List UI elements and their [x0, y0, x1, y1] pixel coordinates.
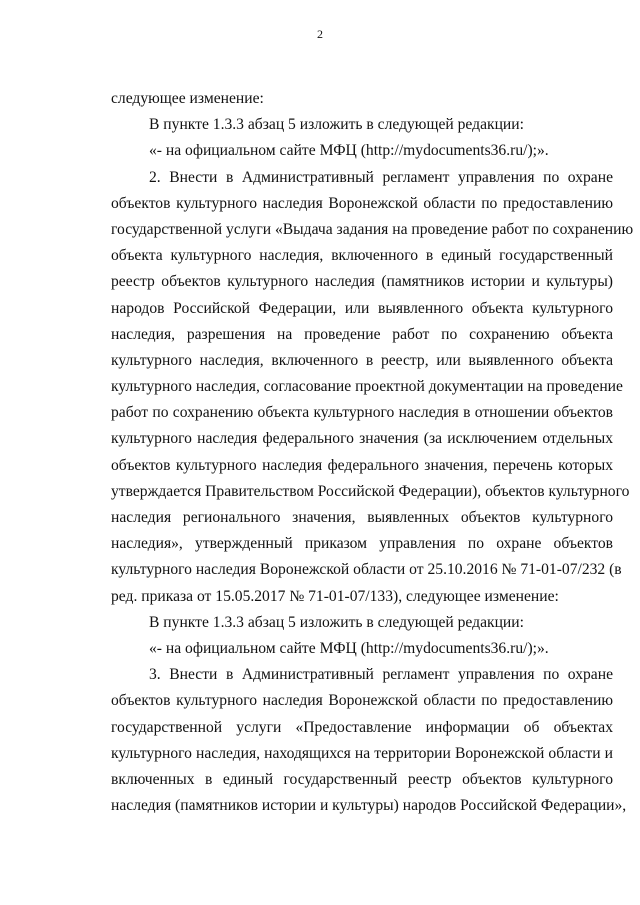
text-line: государственной услуги «Выдача задания на проведение работ по сохранению	[111, 220, 634, 238]
page-number: 2	[317, 27, 323, 41]
text-line: наследия (памятников истории и культуры) народов Российской Федерации»,	[111, 797, 627, 815]
text-line: реестр объектов культурного наследия (памятников истории и культуры)	[111, 273, 613, 291]
text-line: культурного наследия федерального значения (за исключением отдельных	[111, 430, 613, 448]
text-line: утверждается Правительством Российской Федерации), объектов культурного	[111, 482, 630, 500]
text-line: ред. приказа от 15.05.2017 № 71-01-07/133), следующее изменение:	[111, 587, 559, 605]
text-line: «- на официальном сайте МФЦ (http://mydocuments36.ru/);».	[149, 142, 549, 160]
text-line: В пункте 1.3.3 абзац 5 изложить в следующей редакции:	[149, 613, 524, 631]
text-line: включенных в единый государственный реестр объектов культурного	[111, 770, 613, 788]
text-line: «- на официальном сайте МФЦ (http://mydocuments36.ru/);».	[149, 639, 549, 657]
text-line: наследия, разрешения на проведение работ по сохранению объекта	[111, 325, 613, 343]
text-line: объектов культурного наследия федерального значения, перечень которых	[111, 456, 613, 474]
text-line: культурного наследия, находящихся на территории Воронежской области и	[111, 744, 613, 762]
text-line: наследия», утвержденный приказом управления по охране объектов	[111, 535, 613, 553]
text-line: наследия регионального значения, выявленных объектов культурного	[111, 509, 613, 526]
text-line: объекта культурного наследия, включенного в единый государственный	[111, 247, 613, 265]
text-line: культурного наследия, согласование проектной документации на проведение	[111, 378, 623, 396]
text-line: культурного наследия, включенного в реестр, или выявленного объекта	[111, 351, 613, 369]
text-line: 2. Внести в Административный регламент управления по охране	[149, 168, 613, 186]
text-line: объектов культурного наследия Воронежской области по предоставлению	[111, 194, 613, 212]
text-line: В пункте 1.3.3 абзац 5 изложить в следующей редакции:	[149, 116, 524, 134]
document-body	[111, 86, 634, 819]
text-line: народов Российской Федерации, или выявленного объекта культурного	[111, 299, 613, 317]
text-line: следующее изменение:	[111, 90, 264, 107]
text-line: работ по сохранению объекта культурного наследия в отношении объектов	[111, 404, 613, 422]
text-line: 3. Внести в Административный регламент управления по охране	[149, 666, 613, 684]
text-line: объектов культурного наследия Воронежской области по предоставлению	[111, 692, 613, 710]
text-line: культурного наследия Воронежской области от 25.10.2016 № 71-01-07/232 (в	[111, 561, 622, 579]
text-line: государственной услуги «Предоставление информации об объектах	[111, 718, 613, 736]
